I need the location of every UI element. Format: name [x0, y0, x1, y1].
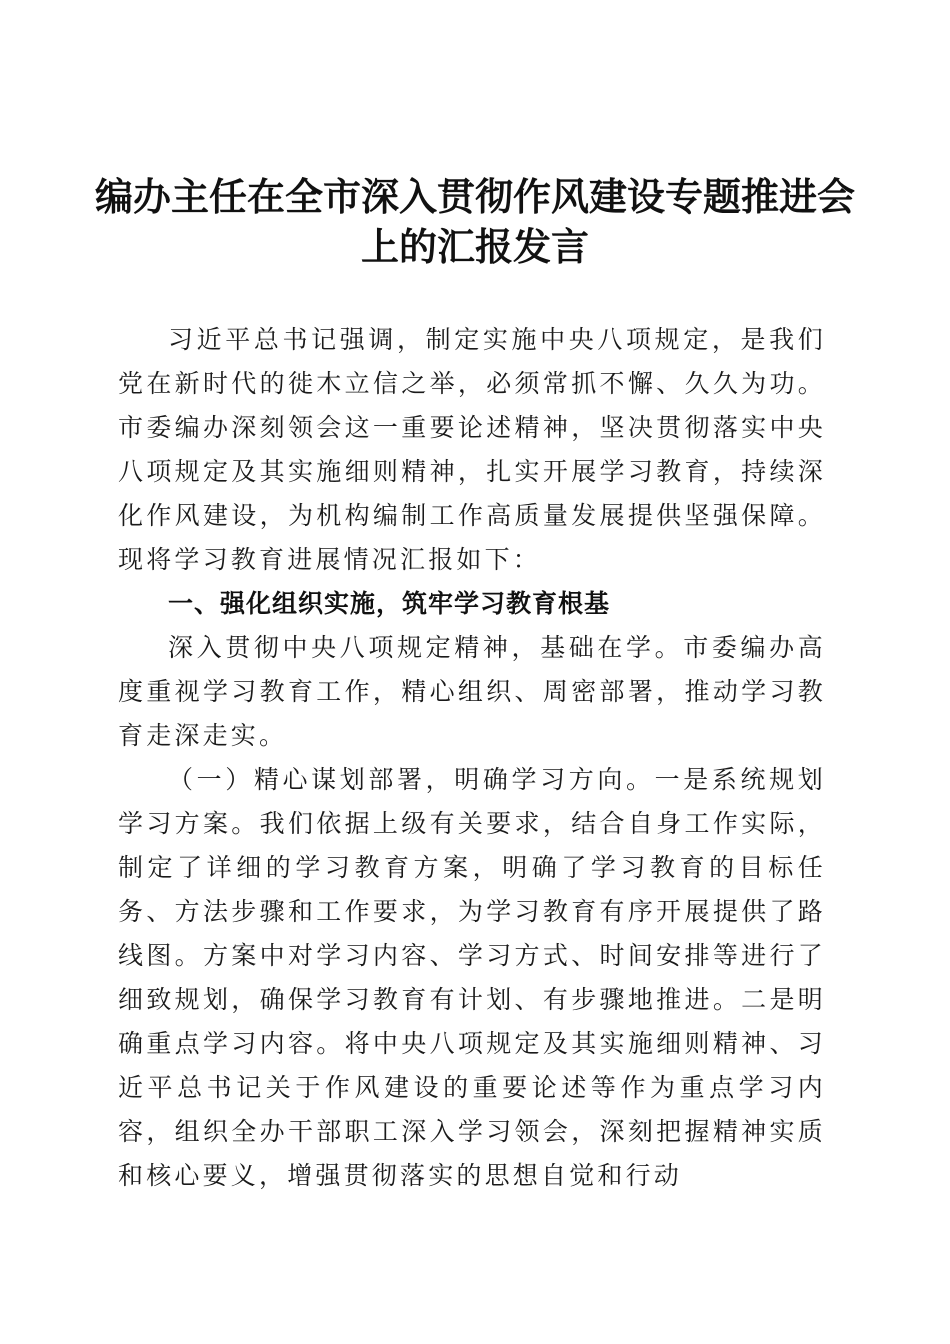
subsection-1-heading: （一）精心谋划部署，明确学习方向。 [168, 765, 655, 794]
section-1-paragraph: 深入贯彻中央八项规定精神，基础在学。市委编办高度重视学习教育工作，精心组织、周密部署，推动学习教育走深走实。 [118, 633, 826, 750]
subsection-1-paragraph [118, 758, 826, 1198]
section-1-heading: 一、强化组织实施，筑牢学习教育根基 [168, 589, 611, 618]
subsection-1-body: 一是系统规划学习方案。我们依据上级有关要求，结合自身工作实际，制定了详细的学习教育方案，明确了学习教育的目标任务、方法步骤和工作要求，为学习教育有序开展提供了路线图。方案中对学习内容、学习方式、时间安排等进行了细致规划，确保学习教育有计划、有步骤地推进。二是明确重点学习内容。将中央八项规定及其实施细则精神、习近平总书记关于作风建设的重要论述等作为重点学习内容，组织全办干部职工深入学习领会，深刻把握精神实质和核心要义，增强贯彻落实的思想自觉和行动 [118, 765, 827, 1190]
document-body [118, 318, 826, 1198]
document-title: 编办主任在全市深入贯彻作风建设专题推进会上的汇报发言 [94, 174, 855, 269]
intro-paragraph: 习近平总书记强调，制定实施中央八项规定，是我们党在新时代的徙木立信之举，必须常抓不懈、久久为功。市委编办深刻领会这一重要论述精神，坚决贯彻落实中央八项规定及其实施细则精神，扎实开展学习教育，持续深化作风建设，为机构编制工作高质量发展提供坚强保障。现将学习教育进展情况汇报如下： [118, 325, 826, 574]
